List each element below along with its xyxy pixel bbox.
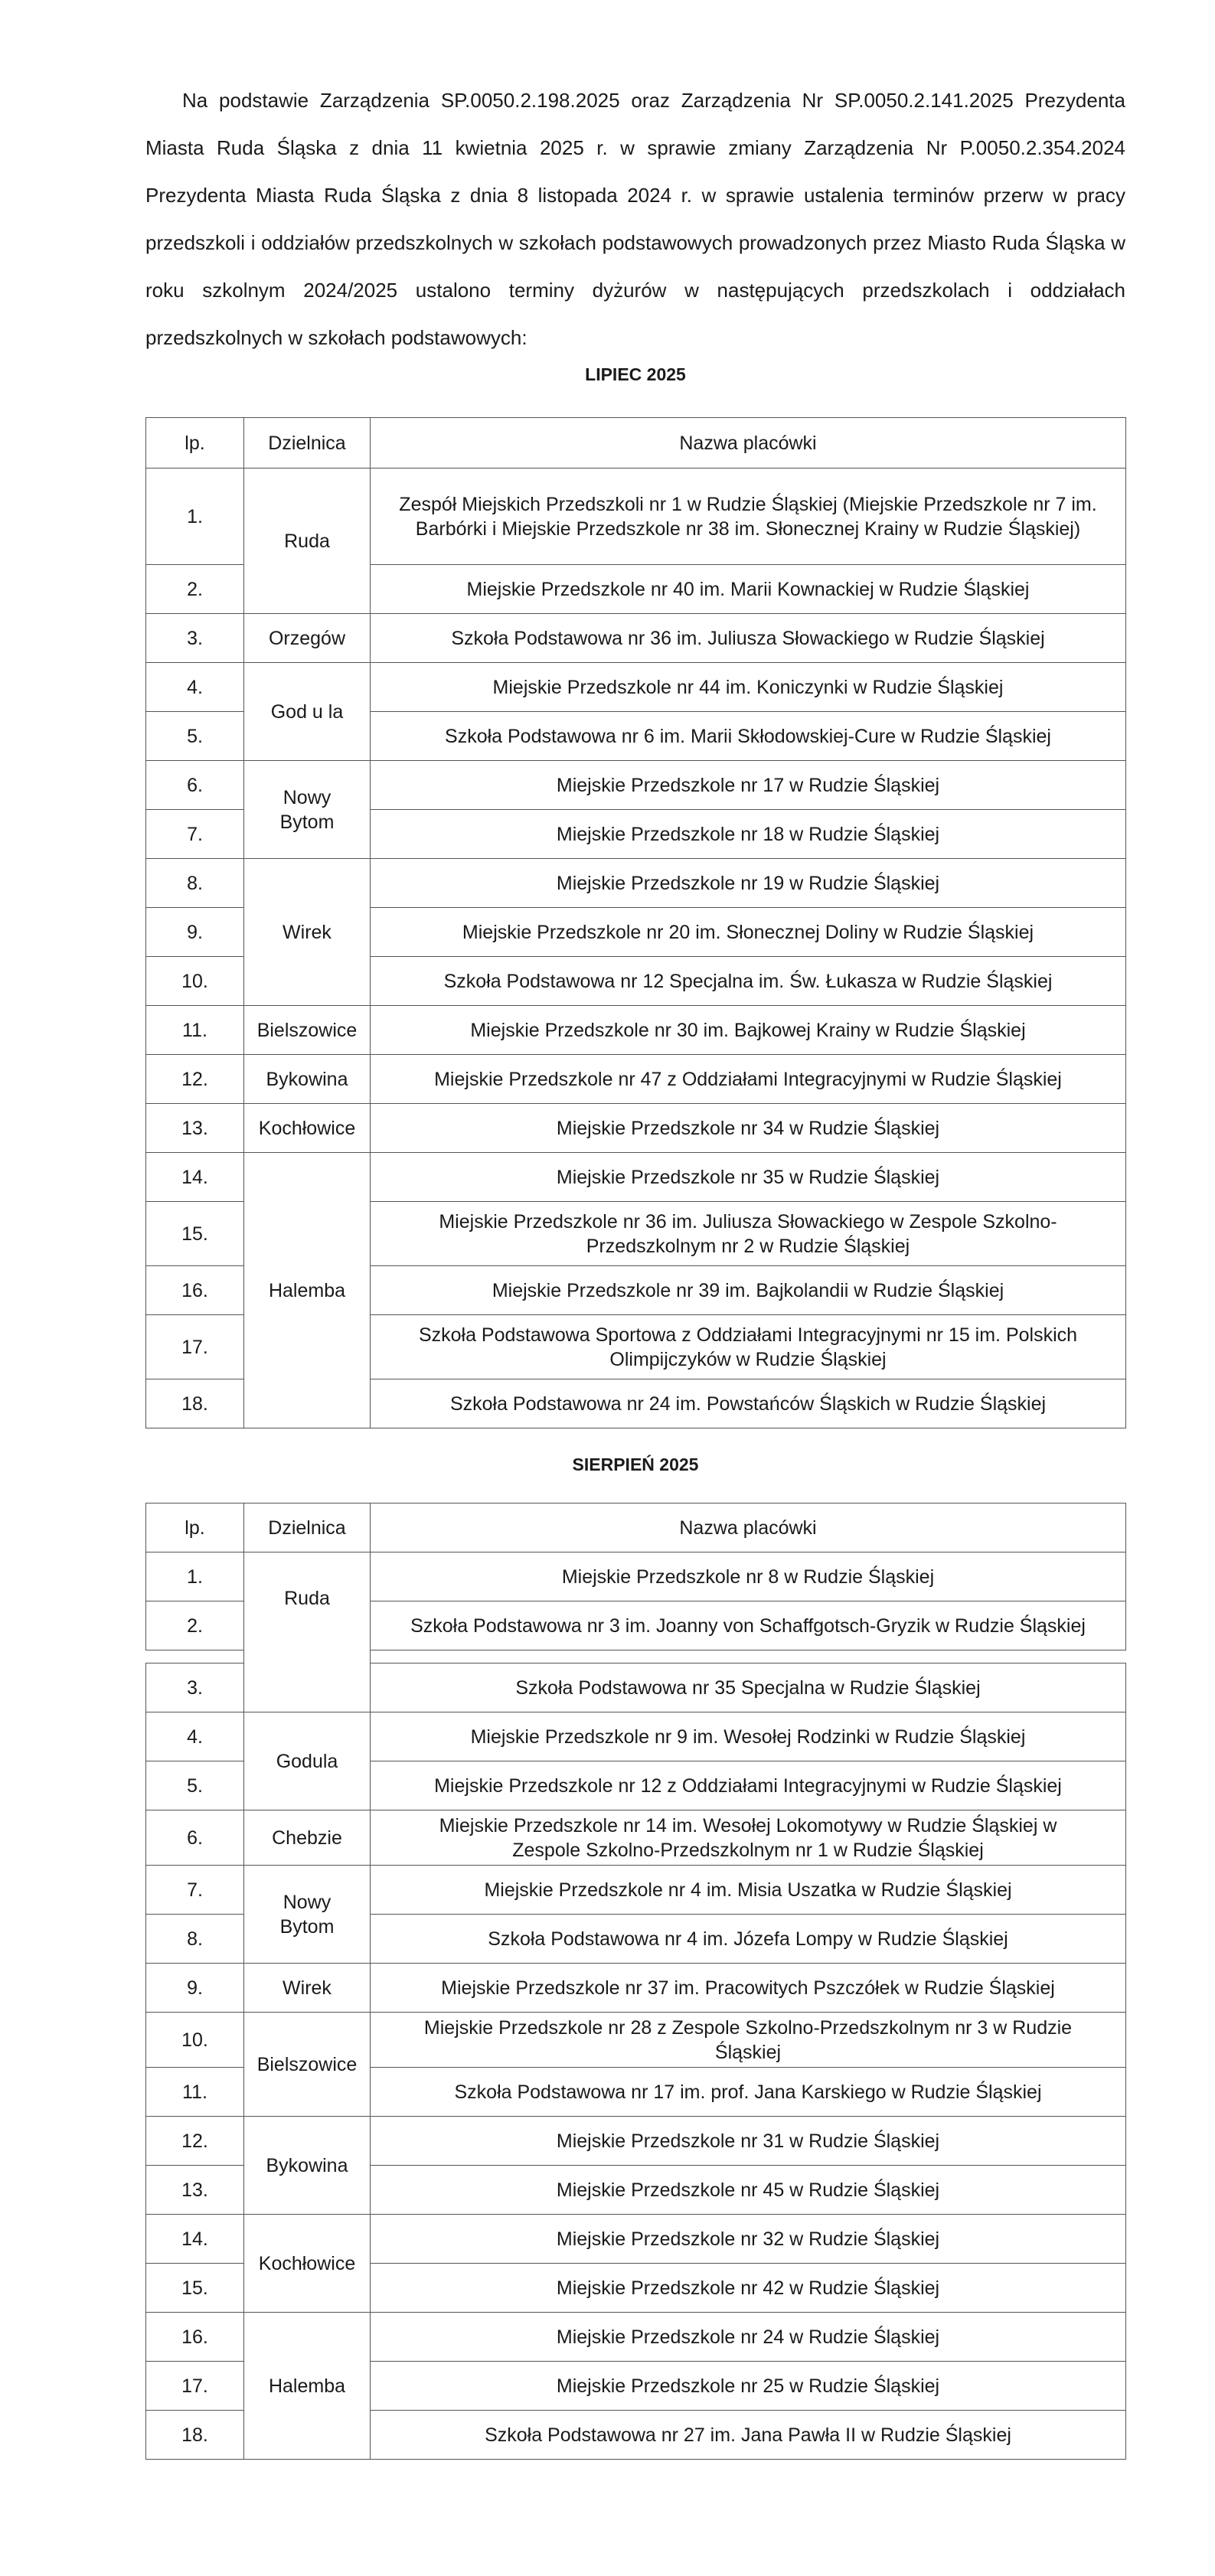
row-lp: 2. xyxy=(146,565,244,614)
row-lp: 2. xyxy=(146,1601,244,1650)
header-lp: lp. xyxy=(146,418,244,469)
row-name: Miejskie Przedszkole nr 47 z Oddziałami Integracyjnymi w Rudzie Śląskiej xyxy=(371,1055,1126,1104)
august-table xyxy=(145,1503,1126,2460)
table-header-row xyxy=(146,1503,1126,1552)
row-lp: 8. xyxy=(146,859,244,908)
row-lp: 15. xyxy=(146,2264,244,2313)
row-name: Miejskie Przedszkole nr 37 im. Pracowitych Pszczółek w Rudzie Śląskiej xyxy=(371,1964,1126,2013)
table-row xyxy=(146,1810,1126,1866)
row-name: Miejskie Przedszkole nr 31 w Rudzie Śląskiej xyxy=(371,2117,1126,2166)
row-lp: 10. xyxy=(146,957,244,1006)
table-row xyxy=(146,469,1126,565)
row-district: God u la xyxy=(244,663,371,761)
row-lp: 18. xyxy=(146,1379,244,1428)
row-lp: 16. xyxy=(146,2313,244,2362)
row-lp: 18. xyxy=(146,2411,244,2460)
header-district: Dzielnica xyxy=(244,418,371,469)
row-district: Bielszowice xyxy=(244,1006,371,1055)
row-lp: 4. xyxy=(146,663,244,712)
row-lp: 1. xyxy=(146,1552,244,1601)
row-name: Miejskie Przedszkole nr 32 w Rudzie Śląskiej xyxy=(371,2215,1126,2264)
header-lp: lp. xyxy=(146,1503,244,1552)
table-row xyxy=(146,1153,1126,1202)
row-lp: 17. xyxy=(146,2362,244,2411)
row-district xyxy=(244,1552,371,1712)
table-header-row xyxy=(146,418,1126,469)
row-lp: 13. xyxy=(146,2166,244,2215)
table-row xyxy=(146,859,1126,908)
table-row xyxy=(146,1552,1126,1601)
row-name: Miejskie Przedszkole nr 20 im. Słonecznej Doliny w Rudzie Śląskiej xyxy=(371,908,1126,957)
row-district: Godula xyxy=(244,1712,371,1810)
row-name: Szkoła Podstawowa nr 27 im. Jana Pawła II w Rudzie Śląskiej xyxy=(371,2411,1126,2460)
row-name: Miejskie Przedszkole nr 36 im. Juliusza Słowackiego w Zespole Szkolno-Przedszkolnym nr 2 w Rudzie Śląskiej xyxy=(371,1202,1126,1266)
july-table xyxy=(145,417,1126,1428)
row-name: Miejskie Przedszkole nr 24 w Rudzie Śląskiej xyxy=(371,2313,1126,2362)
row-lp: 12. xyxy=(146,1055,244,1104)
table-row xyxy=(146,1712,1126,1761)
row-name: Miejskie Przedszkole nr 39 im. Bajkolandii w Rudzie Śląskiej xyxy=(371,1266,1126,1315)
row-lp: 8. xyxy=(146,1915,244,1964)
district-label: Ruda xyxy=(284,1588,330,1609)
table-row xyxy=(146,1055,1126,1104)
table-row xyxy=(146,1964,1126,2013)
header-district: Dzielnica xyxy=(244,1503,371,1552)
row-district: Bykowina xyxy=(244,2117,371,2215)
table-row xyxy=(146,2117,1126,2166)
table-row xyxy=(146,2215,1126,2264)
table-row xyxy=(146,1866,1126,1915)
row-name: Miejskie Przedszkole nr 25 w Rudzie Śląskiej xyxy=(371,2362,1126,2411)
row-name: Miejskie Przedszkole nr 9 im. Wesołej Rodzinki w Rudzie Śląskiej xyxy=(371,1712,1126,1761)
row-lp: 7. xyxy=(146,1866,244,1915)
row-name: Miejskie Przedszkole nr 42 w Rudzie Śląskiej xyxy=(371,2264,1126,2313)
row-lp: 13. xyxy=(146,1104,244,1153)
row-lp: 11. xyxy=(146,2068,244,2117)
row-lp: 1. xyxy=(146,469,244,565)
row-name: Szkoła Podstawowa nr 12 Specjalna im. Św. Łukasza w Rudzie Śląskiej xyxy=(371,957,1126,1006)
row-name: Szkoła Podstawowa nr 24 im. Powstańców Śląskich w Rudzie Śląskiej xyxy=(371,1379,1126,1428)
table-row xyxy=(146,1104,1126,1153)
row-name: Zespół Miejskich Przedszkoli nr 1 w Rudzie Śląskiej (Miejskie Przedszkole nr 7 im. Barbórki i Miejskie Przedszkole nr 38 im. Słonecznej Krainy w Rudzie Śląskiej) xyxy=(371,469,1126,565)
header-name: Nazwa placówki xyxy=(371,418,1126,469)
row-lp: 9. xyxy=(146,908,244,957)
row-lp: 3. xyxy=(146,1663,244,1712)
row-name: Miejskie Przedszkole nr 19 w Rudzie Śląskiej xyxy=(371,859,1126,908)
row-name: Szkoła Podstawowa nr 36 im. Juliusza Słowackiego w Rudzie Śląskiej xyxy=(371,614,1126,663)
row-lp: 4. xyxy=(146,1712,244,1761)
row-district: Halemba xyxy=(244,2313,371,2460)
row-name: Miejskie Przedszkole nr 34 w Rudzie Śląskiej xyxy=(371,1104,1126,1153)
table-row xyxy=(146,761,1126,810)
row-name: Miejskie Przedszkole nr 30 im. Bajkowej Krainy w Rudzie Śląskiej xyxy=(371,1006,1126,1055)
row-name: Szkoła Podstawowa nr 6 im. Marii Skłodowskiej-Cure w Rudzie Śląskiej xyxy=(371,712,1126,761)
row-district: Ruda xyxy=(244,469,371,614)
row-lp: 5. xyxy=(146,1761,244,1810)
row-lp: 14. xyxy=(146,1153,244,1202)
row-name: Miejskie Przedszkole nr 45 w Rudzie Śląskiej xyxy=(371,2166,1126,2215)
row-lp: 10. xyxy=(146,2013,244,2068)
row-name: Szkoła Podstawowa nr 17 im. prof. Jana Karskiego w Rudzie Śląskiej xyxy=(371,2068,1126,2117)
table-row xyxy=(146,614,1126,663)
intro-paragraph xyxy=(145,77,1125,361)
row-name: Szkoła Podstawowa nr 4 im. Józefa Lompy w Rudzie Śląskiej xyxy=(371,1915,1126,1964)
row-lp: 15. xyxy=(146,1202,244,1266)
row-lp: 11. xyxy=(146,1006,244,1055)
row-name: Szkoła Podstawowa nr 35 Specjalna w Rudzie Śląskiej xyxy=(371,1663,1126,1712)
table-row xyxy=(146,2313,1126,2362)
row-name: Miejskie Przedszkole nr 35 w Rudzie Śląskiej xyxy=(371,1153,1126,1202)
row-name: Miejskie Przedszkole nr 4 im. Misia Uszatka w Rudzie Śląskiej xyxy=(371,1866,1126,1915)
row-district: Orzegów xyxy=(244,614,371,663)
row-lp: 6. xyxy=(146,1810,244,1866)
row-lp: 14. xyxy=(146,2215,244,2264)
row-district: Wirek xyxy=(244,1964,371,2013)
table-row xyxy=(146,2013,1126,2068)
row-name: Szkoła Podstawowa nr 3 im. Joanny von Schaffgotsch-Gryzik w Rudzie Śląskiej xyxy=(371,1601,1126,1650)
intro-text: Na podstawie Zarządzenia SP.0050.2.198.2025 oraz Zarządzenia Nr SP.0050.2.141.2025 Prezydenta Miasta Ruda Śląska z dnia 11 kwietnia 2025 r. w sprawie zmiany Zarządzenia Nr P.0050.2.354.2024 Prezydenta Miasta Ruda Śląska z dnia 8 listopada 2024 r. w sprawie ustalenia terminów przerw w pracy przedszkoli i oddziałów przedszkolnych w szkołach podstawowych prowadzonych przez Miasto Ruda Śląska w roku szkolnym 2024/2025 ustalono terminy dyżurów w następujących przedszkolach i oddziałach przedszkolnych w szkołach podstawowych: xyxy=(145,89,1125,349)
august-heading: SIERPIEŃ 2025 xyxy=(572,1455,699,1474)
row-name: Szkoła Podstawowa Sportowa z Oddziałami Integracyjnymi nr 15 im. Polskich Olimpijczyków w Rudzie Śląskiej xyxy=(371,1315,1126,1379)
row-lp: 12. xyxy=(146,2117,244,2166)
table-row xyxy=(146,1006,1126,1055)
row-district: Chebzie xyxy=(244,1810,371,1866)
row-lp: 6. xyxy=(146,761,244,810)
row-district: Nowy Bytom xyxy=(244,761,371,859)
row-district: Bielszowice xyxy=(244,2013,371,2117)
row-lp: 16. xyxy=(146,1266,244,1315)
row-lp: 9. xyxy=(146,1964,244,2013)
row-name: Miejskie Przedszkole nr 17 w Rudzie Śląskiej xyxy=(371,761,1126,810)
row-district: Kochłowice xyxy=(244,1104,371,1153)
row-name: Miejskie Przedszkole nr 12 z Oddziałami Integracyjnymi w Rudzie Śląskiej xyxy=(371,1761,1126,1810)
row-name: Miejskie Przedszkole nr 28 z Zespole Szkolno-Przedszkolnym nr 3 w Rudzie Śląskiej xyxy=(371,2013,1126,2068)
header-name: Nazwa placówki xyxy=(371,1503,1126,1552)
row-district: Wirek xyxy=(244,859,371,1006)
row-district: Halemba xyxy=(244,1153,371,1428)
row-lp: 5. xyxy=(146,712,244,761)
table-row xyxy=(146,663,1126,712)
row-name: Miejskie Przedszkole nr 8 w Rudzie Śląskiej xyxy=(371,1552,1126,1601)
row-name: Miejskie Przedszkole nr 44 im. Koniczynki w Rudzie Śląskiej xyxy=(371,663,1126,712)
row-district: Kochłowice xyxy=(244,2215,371,2313)
row-name: Miejskie Przedszkole nr 40 im. Marii Kownackiej w Rudzie Śląskiej xyxy=(371,565,1126,614)
row-lp: 3. xyxy=(146,614,244,663)
row-name: Miejskie Przedszkole nr 18 w Rudzie Śląskiej xyxy=(371,810,1126,859)
row-district: Nowy Bytom xyxy=(244,1866,371,1964)
row-name: Miejskie Przedszkole nr 14 im. Wesołej Lokomotywy w Rudzie Śląskiej w Zespole Szkolno-Przedszkolnym nr 1 w Rudzie Śląskiej xyxy=(371,1810,1126,1866)
row-lp: 7. xyxy=(146,810,244,859)
row-district: Bykowina xyxy=(244,1055,371,1104)
row-lp: 17. xyxy=(146,1315,244,1379)
july-heading: LIPIEC 2025 xyxy=(585,364,686,384)
